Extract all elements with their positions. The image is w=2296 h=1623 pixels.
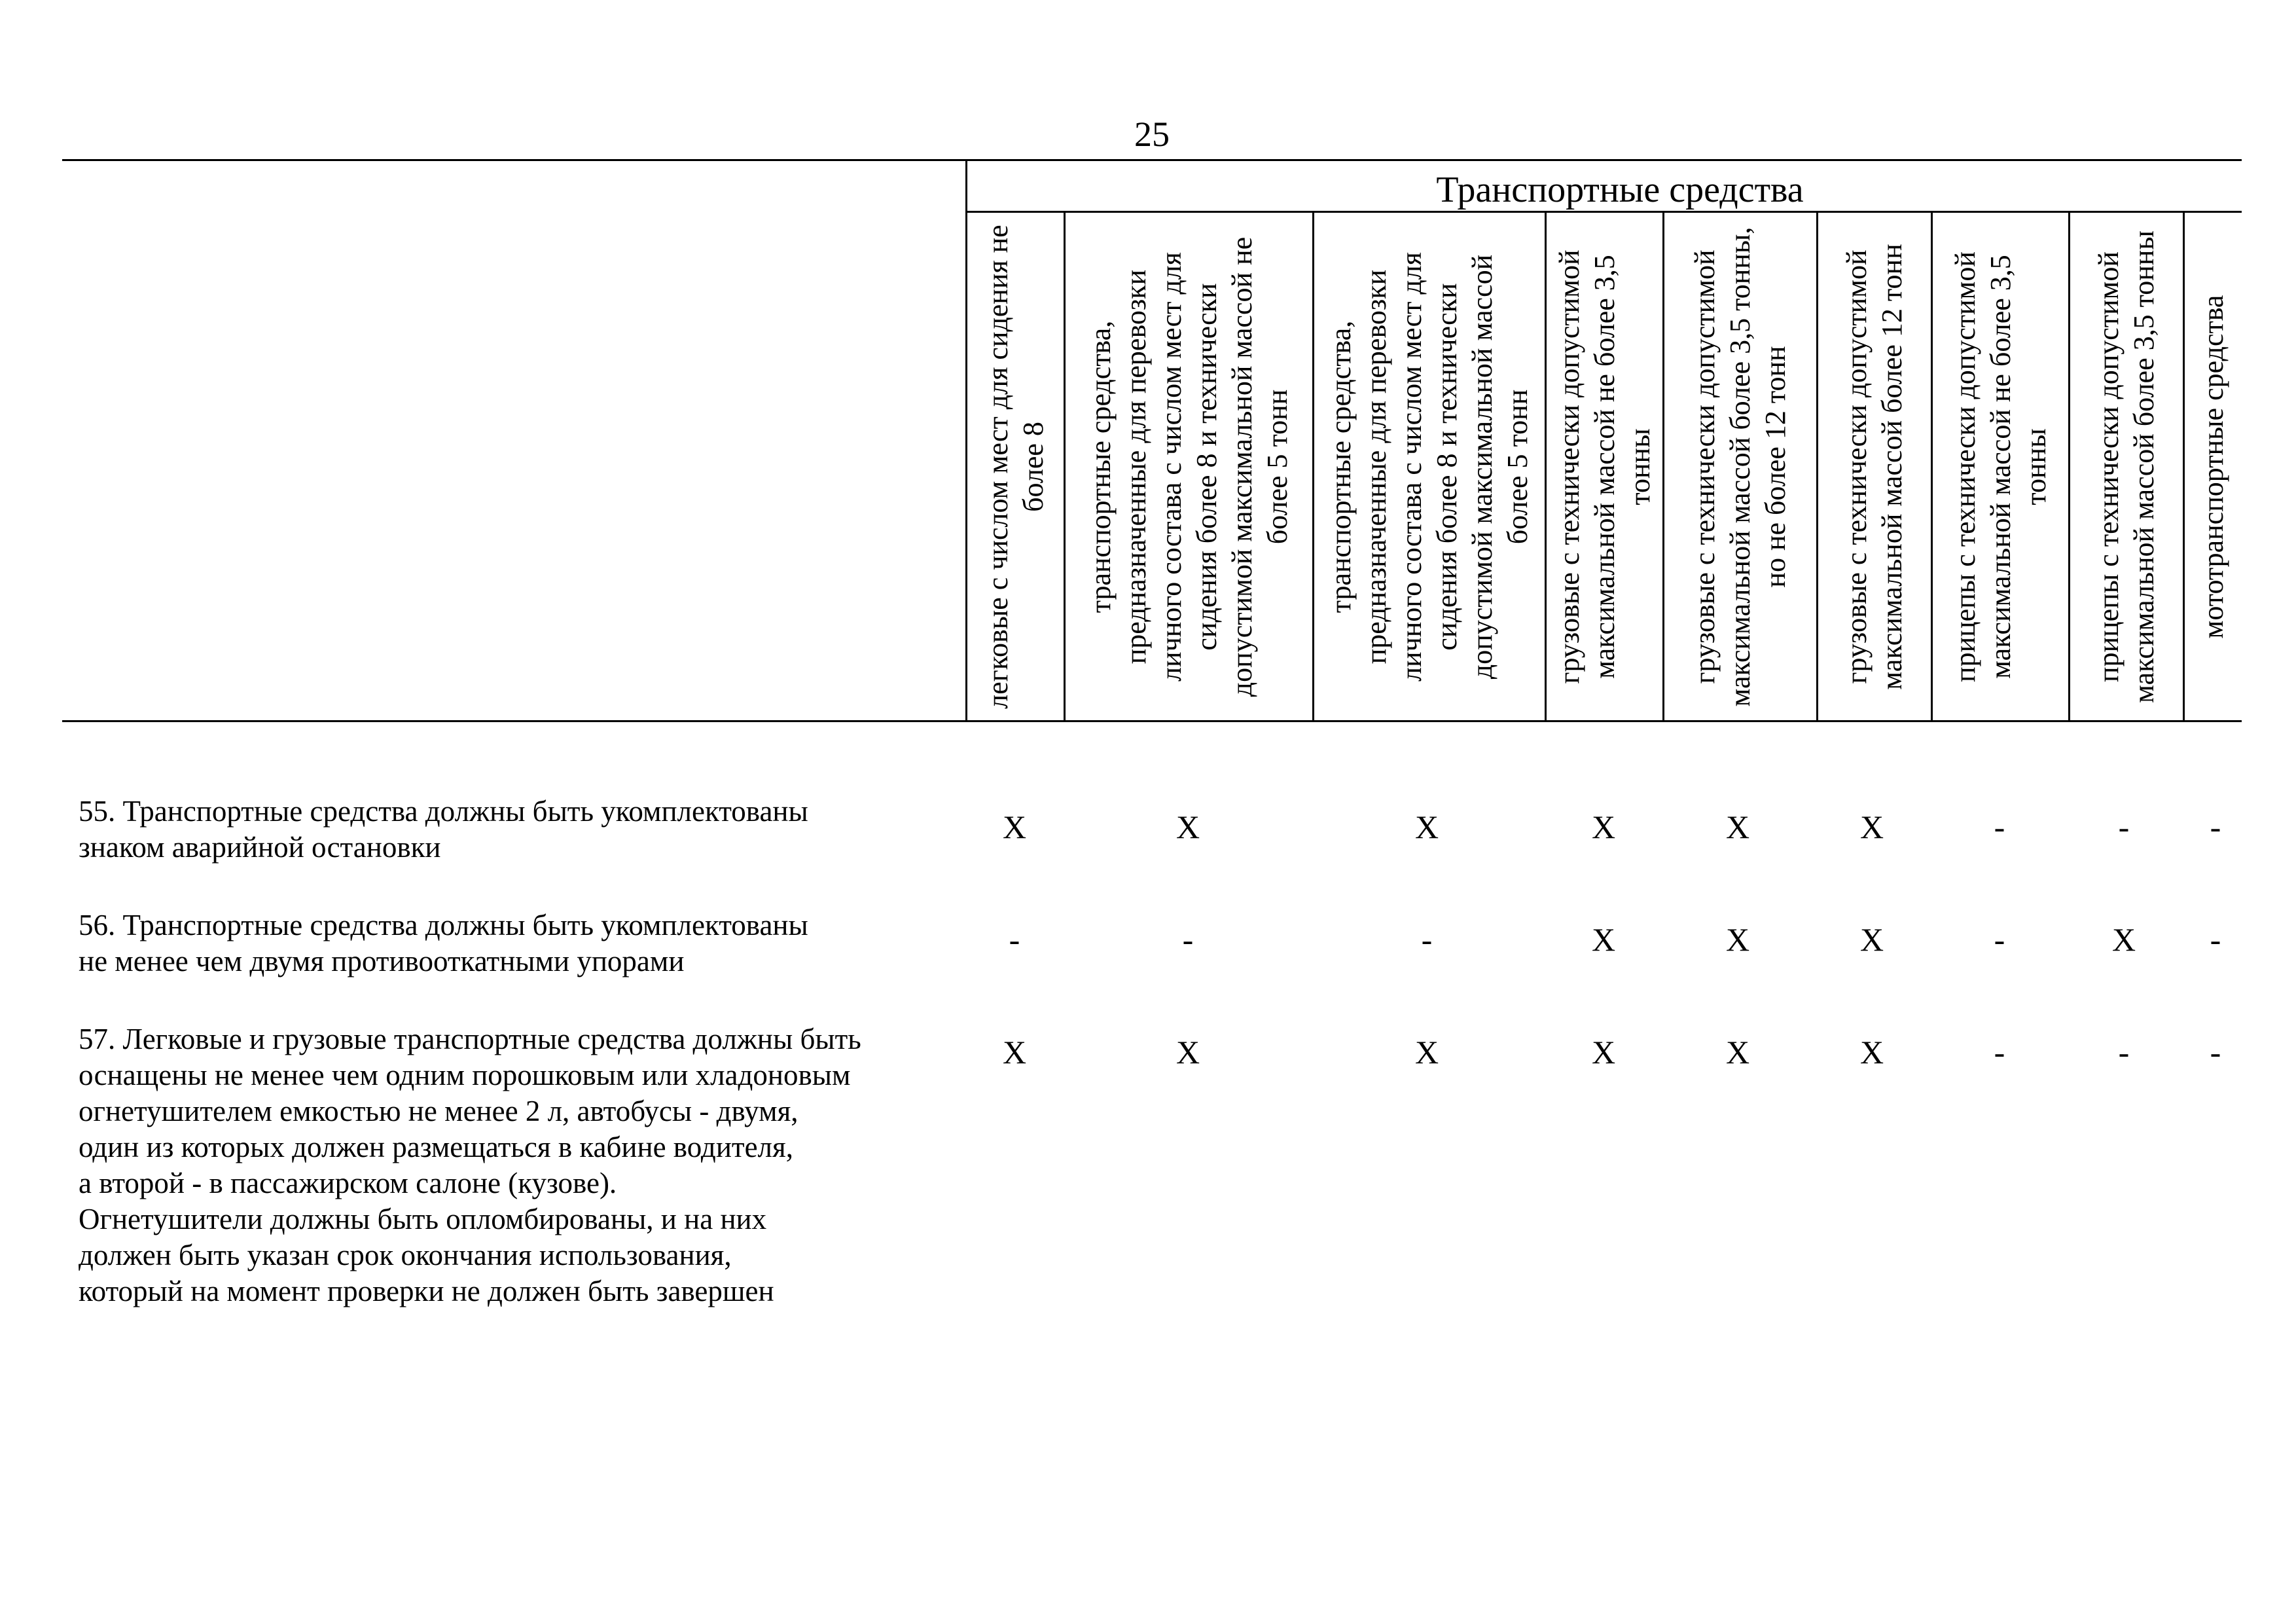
column-header xyxy=(1066,213,1312,720)
requirement-text: 56. Транспортные средства должны быть укомплектованы не менее чем двумя противооткатными упорами xyxy=(79,909,808,977)
table-cell: - xyxy=(1009,921,1020,958)
column-header-label: транспортные средства, предназначенные для перевозки личного состава с числом мест для сидения более 8 и технически допустимой максимальной массой более 5 тонн xyxy=(1325,251,1534,682)
column-header-label: прицепы с технически допустимой максимальной массой более 3,5 тонны xyxy=(2092,230,2160,703)
table-cell: X xyxy=(1859,921,1884,958)
column-header xyxy=(1818,213,1931,720)
table-cell: - xyxy=(1994,921,2005,958)
column-header xyxy=(967,213,1064,720)
table-cell: - xyxy=(2210,1034,2221,1070)
table-cell: X xyxy=(1175,809,1200,845)
column-header xyxy=(1547,213,1662,720)
table-cell: X xyxy=(1414,1034,1439,1070)
column-header xyxy=(2185,213,2242,720)
column-header-label: транспортные средства, предназначенные для перевозки личного состава с числом мест для сидения более 8 и технически допустимой максимальной массой не более 5 тонн xyxy=(1084,236,1293,697)
table-cell: - xyxy=(2210,809,2221,845)
column-header-label: легковые с числом мест для сидения не более 8 xyxy=(981,224,1049,709)
table-cell: X xyxy=(1725,1034,1750,1070)
requirement-text: 57. Легковые и грузовые транспортные средства должны быть оснащены не менее чем одним порошковым или хладоновым огнетушителем емкостью не менее 2 л, автобусы - двумя, один из которых должен размещаться в кабине водителя, а второй - в пассажирском салоне (кузове). Огнетушители должны быть опломбированы, и на них должен быть указан срок окончания использования, который на момент проверки не должен быть завершен xyxy=(79,1023,861,1307)
header-bottom-rule xyxy=(62,720,2242,722)
column-header-label: грузовые с технически допустимой максимальной массой более 12 тонн xyxy=(1840,243,1908,690)
requirement-text: 55. Транспортные средства должны быть укомплектованы знаком аварийной остановки xyxy=(79,795,808,864)
table-cell: X xyxy=(1414,809,1439,845)
column-header-label: мототранспортные средства xyxy=(2197,295,2229,638)
table-cell: X xyxy=(1175,1034,1200,1070)
page-number: 25 xyxy=(1134,115,1170,154)
table-cell: X xyxy=(1859,809,1884,845)
table-cell: X xyxy=(1859,1034,1884,1070)
column-header xyxy=(1933,213,2068,720)
group-title: Транспортные средства xyxy=(1436,170,1804,210)
column-header-label: грузовые с технически допустимой максимальной массой не более 3,5 тонны xyxy=(1552,249,1656,684)
column-header-label: грузовые с технически допустимой максимальной массой более 3,5 тонны, но не более 12 тонн xyxy=(1689,227,1791,706)
table-cell: - xyxy=(2118,809,2130,845)
column-header xyxy=(2070,213,2183,720)
table-cell: X xyxy=(1591,809,1616,845)
table-cell: - xyxy=(1182,921,1194,958)
table-cell: X xyxy=(1591,921,1616,958)
table-cell: - xyxy=(2118,1034,2130,1070)
column-header xyxy=(1664,213,1816,720)
table-cell: X xyxy=(1591,1034,1616,1070)
table-cell: X xyxy=(1002,1034,1027,1070)
column-header-label: прицепы с технически допустимой максимальной массой не более 3,5 тонны xyxy=(1948,251,2052,682)
table-cell: - xyxy=(2210,921,2221,958)
table-cell: X xyxy=(2111,921,2136,958)
table-cell: X xyxy=(1725,921,1750,958)
table-cell: - xyxy=(1994,809,2005,845)
column-header xyxy=(1314,213,1545,720)
table-top-rule xyxy=(62,159,2242,161)
table-cell: X xyxy=(1725,809,1750,845)
table-cell: - xyxy=(1421,921,1433,958)
table-cell: X xyxy=(1002,809,1027,845)
table-cell: - xyxy=(1994,1034,2005,1070)
